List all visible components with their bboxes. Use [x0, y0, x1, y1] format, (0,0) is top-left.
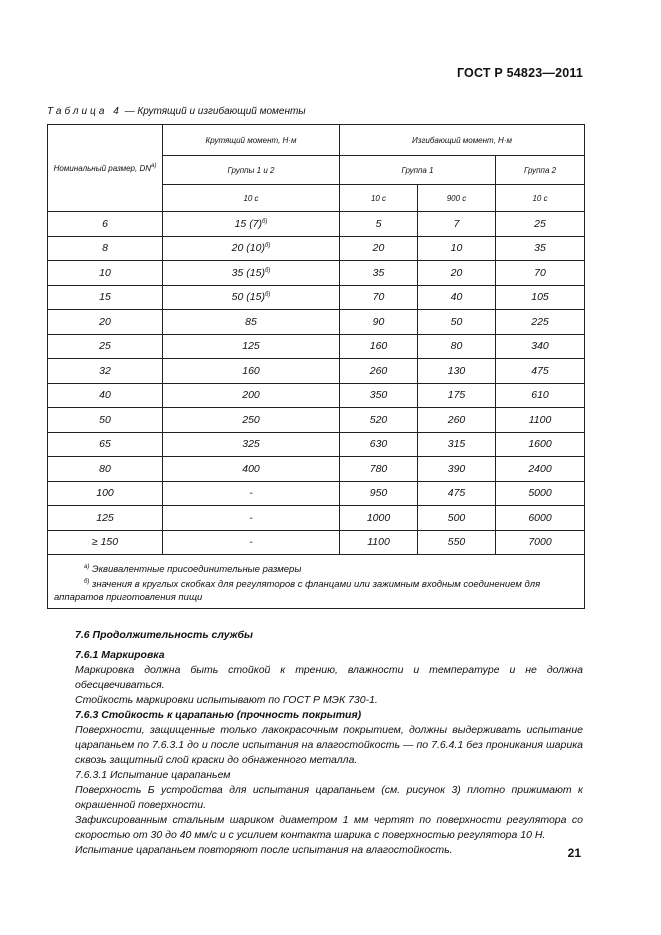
header-time-10s: 10 с	[496, 185, 585, 212]
torque-bending-table	[47, 124, 585, 609]
cell-bending-group2-10s: 105	[496, 285, 585, 310]
paragraph: Испытание царапаньем повторяют после испытания на влагостойкость.	[75, 844, 453, 856]
heading-7-6-3: 7.6.3 Стойкость к царапанью (прочность покрытия)	[75, 709, 362, 721]
cell-bending-group2-10s: 610	[496, 383, 585, 408]
header-bending: Изгибающий момент, Н·м	[340, 125, 585, 156]
cell-bending-group1-900s: 130	[418, 359, 496, 384]
cell-torque: -	[163, 506, 340, 531]
cell-bending-group2-10s: 70	[496, 261, 585, 286]
cell-bending-group2-10s: 225	[496, 310, 585, 335]
cell-bending-group1-10s: 520	[340, 408, 418, 433]
cell-bending-group2-10s: 35	[496, 236, 585, 261]
table-notes	[48, 555, 585, 609]
cell-torque: -	[163, 530, 340, 555]
cell-nominal-size: 8	[48, 236, 163, 261]
cell-nominal-size: 15	[48, 285, 163, 310]
heading-7-6-1: 7.6.1 Маркировка	[75, 649, 165, 661]
cell-torque: 125	[163, 334, 340, 359]
cell-nominal-size: 40	[48, 383, 163, 408]
paragraph: Маркировка должна быть стойкой к трению, влажности и температуре и не должна обесцвечиваться.	[75, 664, 583, 691]
cell-nominal-size: 6	[48, 212, 163, 237]
cell-bending-group2-10s: 7000	[496, 530, 585, 555]
heading-7-6: 7.6 Продолжительность службы	[75, 629, 254, 641]
cell-bending-group2-10s: 6000	[496, 506, 585, 531]
table-row	[48, 530, 585, 555]
cell-torque: -	[163, 481, 340, 506]
cell-bending-group1-10s: 1000	[340, 506, 418, 531]
cell-nominal-size: 20	[48, 310, 163, 335]
note-b: $^{б)}$ значения в круглых скобках для регуляторов с фланцами или зажимным входным соединением для аппаратов приготовления пищи	[54, 579, 541, 603]
cell-nominal-size: 32	[48, 359, 163, 384]
cell-torque: 20 $(10)^{б)}$	[163, 236, 340, 261]
table-row	[48, 408, 585, 433]
note-a: $^{а)}$ Эквивалентные присоединительные размеры	[84, 564, 302, 575]
cell-bending-group2-10s: 5000	[496, 481, 585, 506]
header-time-10s: 10 с	[340, 185, 418, 212]
page-number: 21	[567, 846, 581, 860]
cell-bending-group1-900s: 7	[418, 212, 496, 237]
header-time-10s: 10 с	[163, 185, 340, 212]
cell-bending-group1-10s: 90	[340, 310, 418, 335]
table-row	[48, 212, 585, 237]
cell-nominal-size: 65	[48, 432, 163, 457]
cell-nominal-size: 50	[48, 408, 163, 433]
table-row	[48, 383, 585, 408]
cell-nominal-size: 25	[48, 334, 163, 359]
cell-torque: 85	[163, 310, 340, 335]
table-row	[48, 457, 585, 482]
section-7-6	[75, 628, 583, 643]
header-nominal-size: Номинальный размер, $DN^{а)}$	[48, 125, 163, 212]
header-time-900s: 900 с	[418, 185, 496, 212]
table-caption	[47, 106, 306, 117]
table-row	[48, 481, 585, 506]
cell-bending-group1-900s: 500	[418, 506, 496, 531]
cell-torque: 400	[163, 457, 340, 482]
cell-bending-group1-900s: 10	[418, 236, 496, 261]
cell-bending-group1-10s: 20	[340, 236, 418, 261]
cell-bending-group1-900s: 80	[418, 334, 496, 359]
cell-nominal-size: 100	[48, 481, 163, 506]
cell-bending-group1-10s: 160	[340, 334, 418, 359]
cell-torque: 50 $(15)^{б)}$	[163, 285, 340, 310]
cell-bending-group1-900s: 550	[418, 530, 496, 555]
document-code: ГОСТ Р 54823—2011	[456, 66, 583, 80]
cell-bending-group1-900s: 315	[418, 432, 496, 457]
table-row	[48, 261, 585, 286]
header-group-1: Группа 1	[340, 156, 496, 185]
paragraph: Поверхности, защищенные только лакокрасочным покрытием, должны выдерживать испытание царапаньем по 7.6.3.1 до и после испытания на влагостойкость — по 7.6.4.1 без проникания шарика сквозь защитный слой краски до обнаженного металла.	[75, 724, 583, 766]
cell-bending-group1-10s: 5	[340, 212, 418, 237]
table-row	[48, 285, 585, 310]
cell-bending-group1-10s: 260	[340, 359, 418, 384]
paragraph: Зафиксированным стальным шариком диаметром 1 мм чертят по поверхности регулятора со скоростью от 30 до 40 мм/с и с усилием контакта шарика с поверхностью регулятора 10 Н.	[75, 814, 583, 841]
cell-bending-group1-10s: 1100	[340, 530, 418, 555]
cell-bending-group1-900s: 475	[418, 481, 496, 506]
table-row	[48, 334, 585, 359]
cell-bending-group1-900s: 260	[418, 408, 496, 433]
table-row	[48, 359, 585, 384]
table-row	[48, 432, 585, 457]
cell-bending-group1-900s: 50	[418, 310, 496, 335]
cell-nominal-size: 125	[48, 506, 163, 531]
cell-torque: 200	[163, 383, 340, 408]
table-caption-label: Таблица 4	[47, 106, 122, 117]
cell-bending-group1-10s: 630	[340, 432, 418, 457]
cell-nominal-size: ≥ 150	[48, 530, 163, 555]
cell-bending-group2-10s: 1600	[496, 432, 585, 457]
table-row	[48, 236, 585, 261]
cell-bending-group1-900s: 390	[418, 457, 496, 482]
header-torque: Крутящий момент, Н·м	[163, 125, 340, 156]
cell-bending-group2-10s: 475	[496, 359, 585, 384]
cell-bending-group1-10s: 780	[340, 457, 418, 482]
heading-7-6-3-1: 7.6.3.1 Испытание царапаньем	[75, 769, 231, 781]
cell-bending-group1-10s: 350	[340, 383, 418, 408]
header-group-2: Группа 2	[496, 156, 585, 185]
cell-bending-group1-10s: 950	[340, 481, 418, 506]
cell-torque: 15 $(7)^{б)}$	[163, 212, 340, 237]
cell-bending-group1-900s: 20	[418, 261, 496, 286]
cell-bending-group1-900s: 175	[418, 383, 496, 408]
cell-bending-group2-10s: 25	[496, 212, 585, 237]
cell-bending-group1-10s: 70	[340, 285, 418, 310]
header-groups-1-2: Группы 1 и 2	[163, 156, 340, 185]
section-7-6-1	[75, 648, 583, 858]
cell-bending-group2-10s: 340	[496, 334, 585, 359]
cell-nominal-size: 10	[48, 261, 163, 286]
cell-torque: 325	[163, 432, 340, 457]
cell-torque: 35 $(15)^{б)}$	[163, 261, 340, 286]
cell-nominal-size: 80	[48, 457, 163, 482]
table-caption-title: — Крутящий и изгибающий моменты	[124, 106, 306, 117]
table-row	[48, 310, 585, 335]
cell-torque: 250	[163, 408, 340, 433]
cell-bending-group2-10s: 2400	[496, 457, 585, 482]
cell-bending-group1-10s: 35	[340, 261, 418, 286]
paragraph: Стойкость маркировки испытывают по ГОСТ Р МЭК 730-1.	[75, 694, 378, 706]
paragraph: Поверхность Б устройства для испытания царапаньем (см. рисунок 3) плотно прижимают к окрашенной поверхности.	[75, 784, 583, 811]
cell-bending-group2-10s: 1100	[496, 408, 585, 433]
cell-bending-group1-900s: 40	[418, 285, 496, 310]
table-row	[48, 506, 585, 531]
cell-torque: 160	[163, 359, 340, 384]
